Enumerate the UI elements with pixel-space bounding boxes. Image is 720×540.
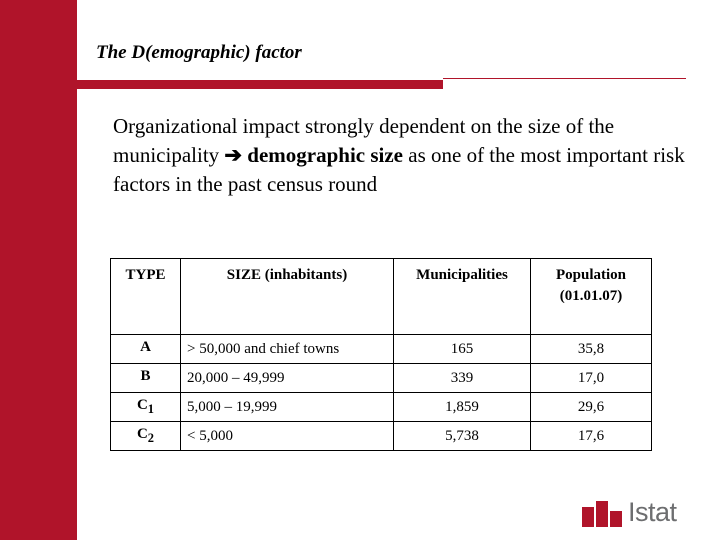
cell-municipalities: 1,859 xyxy=(394,393,531,422)
municipalities-table xyxy=(110,258,652,451)
istat-logo xyxy=(582,497,686,531)
istat-logo-text: Istat xyxy=(628,497,677,527)
table-header-row xyxy=(111,259,652,335)
header-size: SIZE (inhabitants) xyxy=(181,259,394,335)
cell-size: < 5,000 xyxy=(181,422,394,451)
cell-size: > 50,000 and chief towns xyxy=(181,335,394,364)
cell-type: B xyxy=(111,364,181,393)
title-underline-thin xyxy=(443,78,686,79)
header-type: TYPE xyxy=(111,259,181,335)
cell-size: 5,000 – 19,999 xyxy=(181,393,394,422)
title-underline-thick xyxy=(77,80,443,89)
cell-size: 20,000 – 49,999 xyxy=(181,364,394,393)
header-population: Population (01.01.07) xyxy=(531,259,652,335)
cell-population: 29,6 xyxy=(531,393,652,422)
slide-title: The D(emographic) factor xyxy=(96,42,302,63)
table-row xyxy=(111,335,652,364)
body-text-bold: demographic size xyxy=(247,143,403,167)
body-paragraph xyxy=(113,112,693,199)
cell-population: 17,0 xyxy=(531,364,652,393)
left-sidebar-band xyxy=(0,0,77,540)
table-row xyxy=(111,422,652,451)
body-text-part1: Organizational impact strongly dependent on the size of the municipality xyxy=(113,114,615,167)
body-text-part2: as one of the most important risk factors in the past census round xyxy=(113,143,685,196)
cell-municipalities: 339 xyxy=(394,364,531,393)
table-row xyxy=(111,393,652,422)
right-arrow-icon: ➔ xyxy=(224,143,243,167)
cell-population: 35,8 xyxy=(531,335,652,364)
table-row xyxy=(111,364,652,393)
istat-logo-mark-icon xyxy=(582,501,622,527)
cell-type: A xyxy=(111,335,181,364)
cell-type: $C_2$ xyxy=(111,422,181,451)
cell-municipalities: 5,738 xyxy=(394,422,531,451)
cell-population: 17,6 xyxy=(531,422,652,451)
cell-municipalities: 165 xyxy=(394,335,531,364)
header-municipalities: Municipalities xyxy=(394,259,531,335)
cell-type: $C_1$ xyxy=(111,393,181,422)
